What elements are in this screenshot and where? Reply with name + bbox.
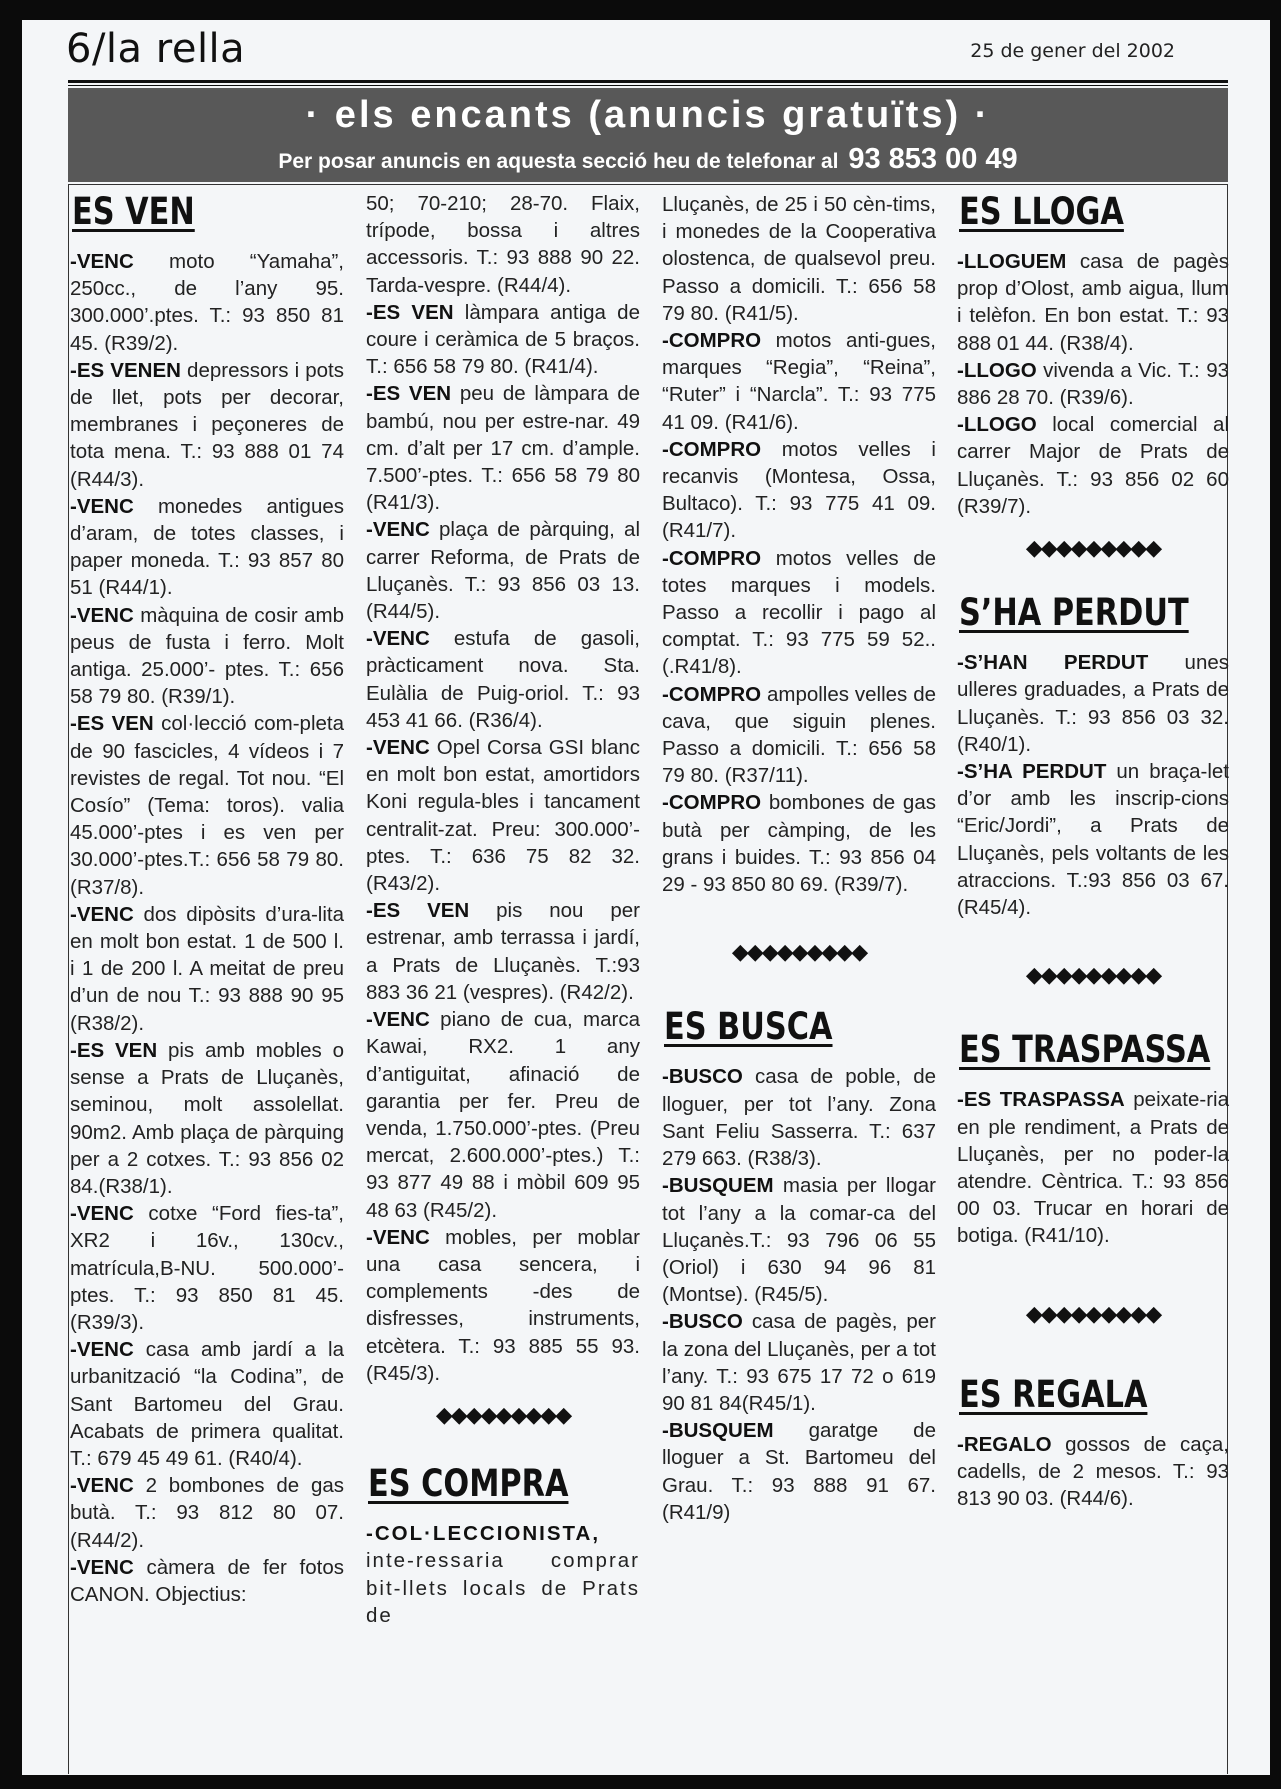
ad-text: moto “Yamaha”, 250cc., de l’any 95. 300.000’.ptes. T.: 93 850 81 45. (R39/2). <box>70 250 344 355</box>
classified-ad <box>957 1431 1229 1513</box>
section-heading-es-ven: ES VEN <box>72 190 195 233</box>
classified-ad <box>662 327 936 436</box>
ad-text: làmpara antiga de coure i ceràmica de 5 braços. T.: 656 58 79 80. (R41/4). <box>366 300 640 379</box>
classified-ad <box>366 516 640 625</box>
ad-text: càmera de fer fotos CANON. Objectius: <box>70 1555 344 1606</box>
ad-keyword: -VENC <box>70 1555 134 1579</box>
classified-ad <box>366 1006 640 1224</box>
ad-keyword: -LLOGO <box>957 358 1037 382</box>
section-heading-es-compra: ES COMPRA <box>368 1462 569 1506</box>
ad-text: bombones de gas butà per càmping, de les grans i buides. T.: 93 856 04 29 - 93 850 80 69. (R39/7). <box>662 791 936 897</box>
ad-list-es-lloga <box>957 248 1229 520</box>
ad-list-es-ven-cont <box>366 190 640 1387</box>
diamond-separator: ◆◆◆◆◆◆◆◆◆ <box>1025 1300 1161 1326</box>
classified-ad <box>366 625 640 734</box>
ad-keyword: -BUSQUEM <box>662 1174 774 1198</box>
ad-text: masia per llogar tot l’any a la comar-ca del Lluçanès.T.: 93 796 06 55 (Oriol) i 630 94 96 81 (Montse). (R45/5). <box>662 1174 936 1307</box>
ad-keyword: -LLOGUEM <box>957 250 1067 273</box>
column-1 <box>70 190 344 1608</box>
classified-ad <box>662 191 936 327</box>
ad-keyword: -BUSCO <box>662 1310 743 1334</box>
classified-ad <box>366 734 640 897</box>
ad-keyword: -COMPRO <box>662 791 762 815</box>
ad-keyword: -ES VEN <box>70 712 154 736</box>
ad-text: màquina de cosir amb peus de fusta i ferro. Molt antiga. 25.000’- ptes. T.: 656 58 79 80. (R39/1). <box>70 603 344 709</box>
ad-text: piano de cua, marca Kawai, RX2. 1 any d’antiguitat, afinació de garantia per fer. Preu de venda, 1.750.000’-ptes. (Preu mercat, 2.600.000’-ptes.) T.: 93 877 49 88 i mòbil 609 95 48 63 (R45/2). <box>366 1008 640 1222</box>
ad-keyword: -LLOGO <box>957 413 1037 437</box>
ad-list-es-compra-cont <box>662 191 936 898</box>
ad-text: unes ulleres graduades, a Prats de Lluçanès. T.: 93 856 03 32. (R40/1). <box>957 651 1229 756</box>
ad-text: local comercial al carrer Major de Prats de Lluçanès. T.: 93 856 02 60 (R39/7). <box>957 413 1229 518</box>
ad-text: col·lecció com-pleta de 90 fascicles, 4 vídeos i 7 revistes de regal. Tot nou. “El Cosío” (Tema: toros). valia 45.000’-ptes i es ven per 30.000’-ptes.T.: 656 58 79 80. (R37/8). <box>70 712 344 899</box>
page-label: 6/la rella <box>66 26 246 72</box>
section-heading-es-traspassa: ES TRASPASSA <box>959 1028 1211 1072</box>
column-2 <box>366 190 640 1629</box>
classified-ad <box>70 493 344 602</box>
ad-keyword: -COMPRO <box>662 329 762 353</box>
classified-ad <box>662 1308 936 1417</box>
ad-list-es-regala <box>957 1431 1229 1513</box>
classified-ad <box>662 1417 936 1526</box>
ad-keyword: -ES VEN <box>366 382 452 406</box>
ad-text: vivenda a Vic. T.: 93 886 28 70. (R39/6). <box>957 358 1229 410</box>
classified-ad <box>957 1086 1229 1249</box>
ad-text: Lluçanès, de 25 i 50 cèn-tims, i monedes de la Cooperativa olostenca, de qualsevol preu. Passo a domicili. T.: 656 58 79 80. (R41/5). <box>662 193 936 325</box>
ad-keyword: -VENC <box>70 1202 134 1226</box>
ad-keyword: -ES TRASPASSA <box>957 1088 1125 1112</box>
ad-keyword: -COMPRO <box>662 682 762 706</box>
ad-keyword: -COL·LECCIONISTA, <box>366 1522 601 1546</box>
ad-text: pis amb mobles o sense a Prats de Lluçanès, seminou, molt assolellat. 90m2. Amb plaça de pàrquing per a 2 cotxes. T.: 93 856 02 84.(R38/1). <box>70 1038 344 1198</box>
ad-text: un braça-let d’or amb les inscrip-cions “Eric/Jordi”, a Prats de Lluçanès, pels voltants de les atraccions. T.:93 856 03 67. (R45/4). <box>957 760 1230 920</box>
section-banner <box>68 88 1228 182</box>
ad-keyword: -BUSQUEM <box>662 1419 774 1443</box>
ad-text: monedes antigues d’aram, de totes classes, i paper moneda. T.: 93 857 80 51 (R44/1). <box>70 494 344 600</box>
classified-ad <box>662 681 936 790</box>
classified-ad <box>957 758 1229 921</box>
classified-ad <box>366 1224 640 1387</box>
ad-text: casa de pagès prop d’Olost, amb aigua, llum i telèfon. En bon estat. T.: 93 888 01 44. (R38/4). <box>957 250 1229 355</box>
classified-ad <box>366 190 640 299</box>
header-rule <box>68 80 1228 83</box>
section-heading-es-lloga: ES LLOGA <box>959 190 1124 233</box>
ad-text: ampolles velles de cava, que siguin plenes. Passo a domicili. T.: 656 58 79 80. (R37/11). <box>662 682 936 788</box>
ad-text: peu de làmpara de bambú, nou per estre-nar. 49 cm. d’alt per 17 cm. d’ample. 7.500’-ptes. T.: 656 58 79 80 (R41/3). <box>366 382 640 515</box>
ad-keyword: -VENC <box>366 1225 430 1249</box>
ad-text: mobles, per moblar una casa sencera, i complements -des de disfresses, instruments, etcètera. T.: 93 885 55 93. (R45/3). <box>366 1225 640 1385</box>
banner-title: · els encants (anuncis gratuïts) · <box>305 94 991 136</box>
ad-text: casa amb jardí a la urbanització “la Codina”, de Sant Bartomeu del Grau. Acabats de primera qualitat. T.: 679 45 49 61. (R40/4). <box>70 1338 344 1470</box>
column-3 <box>662 190 936 1526</box>
classified-ad <box>70 710 344 900</box>
ad-keyword: -S’HAN PERDUT <box>957 651 1149 675</box>
ad-keyword: -COMPRO <box>662 546 762 570</box>
section-heading-es-busca: ES BUSCA <box>664 1005 833 1049</box>
ad-keyword: -BUSCO <box>662 1065 743 1089</box>
classified-ad <box>957 248 1229 357</box>
ad-text: gossos de caça, cadells, de 2 mesos. T.: 93 813 90 03. (R44/6). <box>957 1432 1229 1511</box>
ad-keyword: -COMPRO <box>662 437 762 461</box>
ad-list-es-traspassa <box>957 1086 1229 1249</box>
classified-ad <box>662 1172 936 1308</box>
ad-text: 50; 70-210; 28-70. Flaix, trípode, bossa i altres accessoris. T.: 93 888 90 22. Tarda-vespre. (R44/4). <box>366 192 640 297</box>
banner-subtitle-text: Per posar anuncis en aquesta secció heu de telefonar al <box>278 150 839 173</box>
classified-ad <box>366 897 640 1006</box>
ad-keyword: -VENC <box>70 494 134 518</box>
classified-ad <box>70 248 344 357</box>
classified-ad <box>70 602 344 711</box>
ad-list-sha-perdut <box>957 649 1229 921</box>
ad-text: pis nou per estrenar, amb terrassa i jardí, a Prats de Lluçanès. T.:93 883 36 21 (vespres). (R42/2). <box>366 899 640 1004</box>
ad-text: casa de pagès, per la zona del Lluçanès, per a tot l’any. T.: 93 675 17 72 o 619 90 81 84(R45/1). <box>662 1310 936 1415</box>
ad-text: inte-ressaria comprar bit-llets locals de Prats de <box>366 1549 640 1627</box>
ad-keyword: -VENC <box>70 1338 134 1362</box>
classified-ad <box>70 1554 344 1608</box>
ad-list-es-compra <box>366 1520 640 1629</box>
ad-keyword: -REGALO <box>957 1432 1052 1456</box>
classified-ad <box>70 1472 344 1554</box>
classified-ad <box>366 299 640 381</box>
section-heading-es-regala: ES REGALA <box>959 1372 1148 1416</box>
classified-ad <box>957 411 1229 520</box>
issue-date: 25 de gener del 2002 <box>970 40 1175 62</box>
classified-ad <box>70 357 344 493</box>
ad-text: 2 bombones de gas butà. T.: 93 812 80 07. (R44/2). <box>70 1474 344 1552</box>
ad-keyword: -VENC <box>366 1008 430 1032</box>
ad-text: garatge de lloguer a St. Bartomeu del Grau. T.: 93 888 91 67. (R41/9) <box>662 1419 936 1524</box>
ad-keyword: -S’HA PERDUT <box>957 760 1107 784</box>
diamond-separator: ◆◆◆◆◆◆◆◆◆ <box>435 1401 571 1427</box>
classified-ad <box>662 436 936 545</box>
ad-keyword: -ES VEN <box>366 899 470 923</box>
diamond-separator: ◆◆◆◆◆◆◆◆◆ <box>731 939 867 965</box>
ad-text: motos anti-gues, marques “Regia”, “Reina”, “Ruter” i “Narcla”. T.: 93 775 41 09. (R41/6). <box>662 329 936 434</box>
ad-text: cotxe “Ford fies-ta”, XR2 i 16v., 130cv., matrícula,B-NU. 500.000’-ptes. T.: 93 850 81 45. (R39/3). <box>70 1202 344 1334</box>
classified-ad <box>366 380 640 516</box>
classified-ad <box>957 357 1229 411</box>
classified-ad <box>70 1200 344 1336</box>
classified-ad <box>957 649 1229 758</box>
classified-ad <box>366 1520 640 1629</box>
ad-list-es-busca <box>662 1063 936 1525</box>
ad-text: estufa de gasoli, pràcticament nova. Sta. Eulàlia de Puig-oriol. T.: 93 453 41 66. (R36/4). <box>366 627 640 732</box>
classified-ad <box>70 1336 344 1472</box>
ad-keyword: -ES VENEN <box>70 358 181 382</box>
ad-keyword: -VENC <box>70 1474 134 1498</box>
classified-ad <box>662 1063 936 1172</box>
ad-keyword: -VENC <box>366 518 430 542</box>
header-rule-thin <box>68 85 1228 86</box>
ad-text: dos dipòsits d’ura-lita en molt bon estat. 1 de 500 l. i 1 de 200 l. A meitat de preu d’un de nou T.: 93 888 90 95 (R38/2). <box>70 902 344 1035</box>
diamond-separator: ◆◆◆◆◆◆◆◆◆ <box>1025 962 1161 988</box>
column-4 <box>957 190 1229 1513</box>
ad-text: Opel Corsa GSI blanc en molt bon estat, amortidors Koni regula-bles i tancament centralit-zat. Preu: 300.000’- ptes. T.: 636 75 82 32. (R43/2). <box>366 736 640 896</box>
ad-keyword: -VENC <box>366 736 430 760</box>
ad-keyword: -ES VEN <box>70 1038 158 1062</box>
classified-ad <box>70 901 344 1037</box>
ad-text: depressors i pots de llet, pots per decorar, membranes i peçoneres de tota mena. T.: 93 888 01 74 (R44/3). <box>70 358 344 491</box>
ad-text: casa de poble, de lloguer, per tot l’any. Zona Sant Feliu Sasserra. T.: 637 279 663. (R38/3). <box>662 1065 936 1171</box>
classified-ad <box>70 1037 344 1200</box>
ad-keyword: -VENC <box>70 902 134 926</box>
ad-text: peixate-ria en ple rendiment, a Prats de Lluçanès, per no poder-la atendre. Cèntrica. T.: 93 856 00 03. Trucar en horari de botiga. (R41/10). <box>957 1088 1229 1248</box>
ad-keyword: -ES VEN <box>366 300 454 324</box>
banner-phone: 93 853 00 49 <box>848 143 1018 175</box>
diamond-separator: ◆◆◆◆◆◆◆◆◆ <box>1025 535 1161 561</box>
ad-text: motos velles i recanvis (Montesa, Ossa, Bultaco). T.: 93 775 41 09.(R41/7). <box>662 437 936 543</box>
ad-keyword: -VENC <box>70 250 134 273</box>
ad-text: plaça de pàrquing, al carrer Reforma, de Prats de Lluçanès. T.: 93 856 03 13. (R44/5). <box>366 518 640 624</box>
ad-keyword: -VENC <box>366 627 430 651</box>
ad-text: motos velles de totes marques i models. Passo a recollir i pago al comptat. T.: 93 775 59 52.. (.R41/8). <box>662 546 936 679</box>
classified-ad <box>662 545 936 681</box>
section-heading-sha-perdut: S’HA PERDUT <box>959 591 1189 635</box>
ad-keyword: -VENC <box>70 603 134 627</box>
classified-ad <box>662 789 936 898</box>
banner-subtitle <box>68 143 1228 176</box>
ad-list-es-ven <box>70 248 344 1608</box>
